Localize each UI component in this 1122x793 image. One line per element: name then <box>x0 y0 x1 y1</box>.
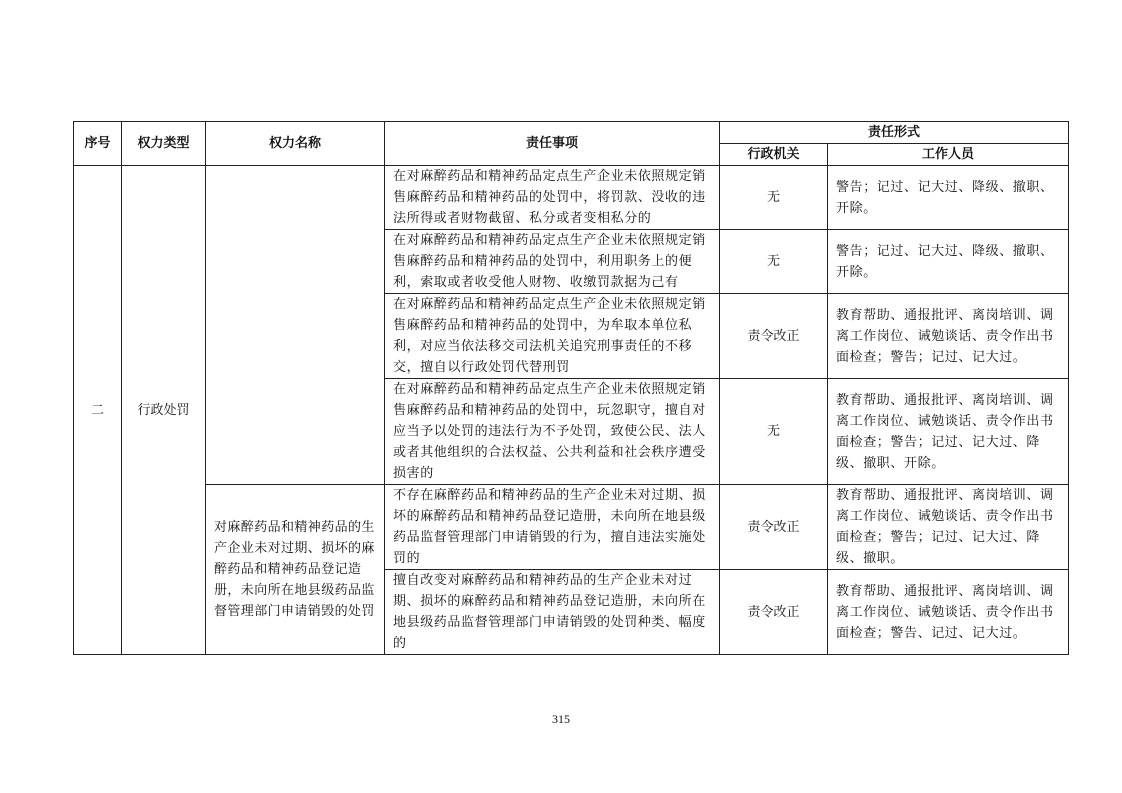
header-seq: 序号 <box>74 122 122 166</box>
table-row <box>74 485 1069 570</box>
staff-cell: 警告；记过、记大过、降级、撤职、开除。 <box>828 230 1069 294</box>
agency-cell: 责令改正 <box>720 485 828 570</box>
staff-cell: 警告；记过、记大过、降级、撤职、开除。 <box>828 166 1069 230</box>
staff-cell: 教育帮助、通报批评、离岗培训、调离工作岗位、诫勉谈话、责令作出书面检查；警告、记过、记大过。 <box>828 570 1069 655</box>
responsibility-item: 在对麻醉药品和精神药品定点生产企业未依照规定销售麻醉药品和精神药品的处罚中，为牟取本单位私利，对应当依法移交司法机关追究刑事责任的不移交，擅自以行政处罚代替刑罚 <box>385 294 720 379</box>
responsibility-item: 在对麻醉药品和精神药品定点生产企业未依照规定销售麻醉药品和精神药品的处罚中，将罚款、没收的违法所得或者财物截留、私分或者变相私分的 <box>385 166 720 230</box>
seq-cell: 二 <box>74 166 122 655</box>
staff-cell: 教育帮助、通报批评、离岗培训、调离工作岗位、诫勉谈话、责令作出书面检查；警告；记过、记大过、降级、撤职。 <box>828 485 1069 570</box>
agency-cell: 无 <box>720 379 828 485</box>
agency-cell: 无 <box>720 230 828 294</box>
responsibility-item: 在对麻醉药品和精神药品定点生产企业未依照规定销售麻醉药品和精神药品的处罚中，利用职务上的便利，索取或者收受他人财物、收缴罚款据为己有 <box>385 230 720 294</box>
header-staff: 工作人员 <box>828 144 1069 166</box>
responsibility-item: 擅自改变对麻醉药品和精神药品的生产企业未对过期、损坏的麻醉药品和精神药品登记造册，未向所在地县级药品监督管理部门申请销毁的处罚种类、幅度的 <box>385 570 720 655</box>
staff-cell: 教育帮助、通报批评、离岗培训、调离工作岗位、诫勉谈话、责令作出书面检查；警告；记过、记大过、降级、撤职、开除。 <box>828 379 1069 485</box>
table-row <box>74 166 1069 230</box>
responsibility-item: 在对麻醉药品和精神药品定点生产企业未依照规定销售麻醉药品和精神药品的处罚中，玩忽职守，擅自对应当予以处罚的违法行为不予处罚，致使公民、法人或者其他组织的合法权益、公共利益和社会秩序遭受损害的 <box>385 379 720 485</box>
agency-cell: 无 <box>720 166 828 230</box>
header-power-type: 权力类型 <box>122 122 206 166</box>
power-name-cell-empty <box>206 166 385 485</box>
power-name-cell: 对麻醉药品和精神药品的生产企业未对过期、损坏的麻醉药品和精神药品登记造册，未向所在地县级药品监督管理部门申请销毁的处罚 <box>206 485 385 655</box>
responsibility-item: 不存在麻醉药品和精神药品的生产企业未对过期、损坏的麻醉药品和精神药品登记造册，未向所在地县级药品监督管理部门申请销毁的行为，擅自违法实施处罚的 <box>385 485 720 570</box>
agency-cell: 责令改正 <box>720 294 828 379</box>
header-power-name: 权力名称 <box>206 122 385 166</box>
power-type-cell: 行政处罚 <box>122 166 206 655</box>
page-number: 315 <box>552 712 570 726</box>
staff-cell: 教育帮助、通报批评、离岗培训、调离工作岗位、诫勉谈话、责令作出书面检查；警告；记过、记大过。 <box>828 294 1069 379</box>
header-responsibility-form: 责任形式 <box>720 122 1069 144</box>
responsibility-table <box>73 121 1069 655</box>
agency-cell: 责令改正 <box>720 570 828 655</box>
header-responsibility: 责任事项 <box>385 122 720 166</box>
header-admin-agency: 行政机关 <box>720 144 828 166</box>
